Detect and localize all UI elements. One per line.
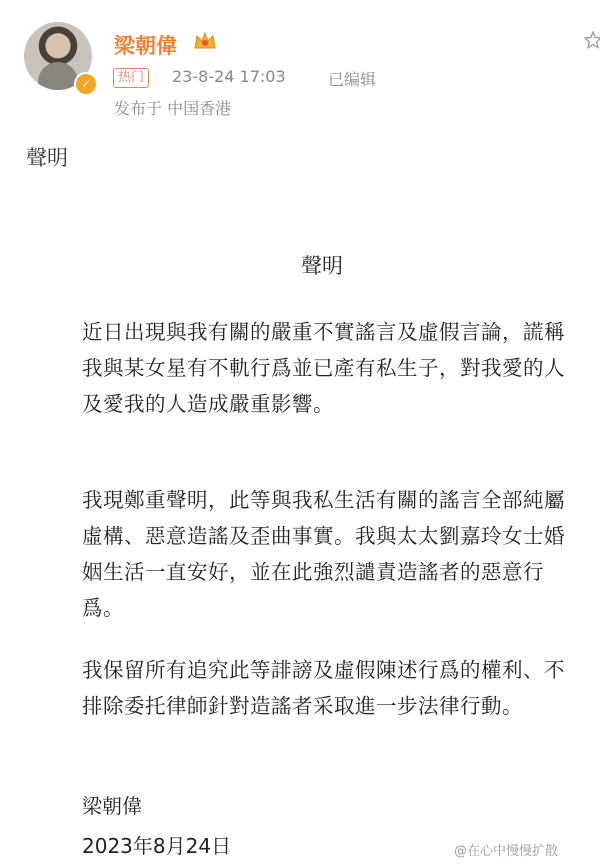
statement-image[interactable] xyxy=(36,196,592,868)
post-location: 发布于 中国香港 xyxy=(114,99,232,118)
hot-badge: 热门 xyxy=(113,68,149,88)
post-header xyxy=(0,0,600,130)
statement-signature: 梁朝偉 xyxy=(82,794,142,818)
star-icon[interactable] xyxy=(584,30,600,50)
statement-date: 2023年8月24日 xyxy=(82,834,232,858)
statement-title: 聲明 xyxy=(301,254,343,278)
edited-label[interactable]: 已编辑 xyxy=(328,70,377,89)
watermark: @在心中慢慢扩散 xyxy=(454,844,559,859)
post-timestamp: 23-8-24 17:03 xyxy=(172,67,286,86)
statement-paragraph: 我保留所有追究此等誹謗及虛假陳述行爲的權利、不排除委托律師針對造謠者采取進一步法律行動。 xyxy=(82,658,565,718)
verified-badge-icon: ✓ xyxy=(74,72,98,96)
statement-paragraph: 近日出現與我有關的嚴重不實謠言及虛假言論，謊稱我與某女星有不軌行爲並已產有私生子，對我愛的人及愛我的人造成嚴重影響。 xyxy=(82,320,565,416)
statement-paragraph: 我現鄭重聲明，此等與我私生活有關的謠言全部純屬虛構、惡意造謠及歪曲事實。我與太太劉嘉玲女士婚姻生活一直安好，並在此強烈譴責造謠者的惡意行爲。 xyxy=(82,488,565,620)
post-text: 聲明 xyxy=(26,146,68,170)
username[interactable]: 梁朝偉 xyxy=(114,34,177,58)
crown-icon xyxy=(193,30,217,52)
